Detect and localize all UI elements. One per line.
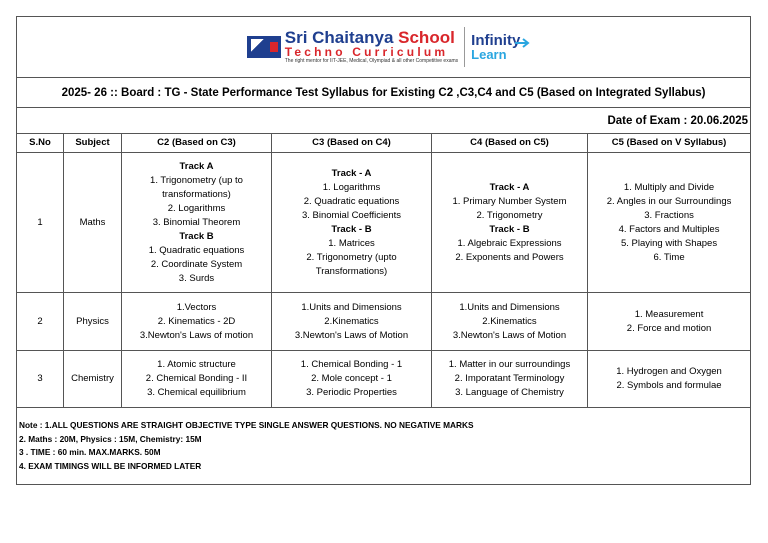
syllabus-topic: 1. Multiply and Divide bbox=[623, 181, 715, 193]
syllabus-topic: 3. Surds bbox=[178, 272, 215, 284]
syllabus-cell bbox=[272, 351, 432, 408]
syllabus-topic: 6. Time bbox=[653, 251, 685, 263]
syllabus-topic: 3.Newton's Laws of Motion bbox=[294, 329, 409, 341]
syllabus-cell bbox=[432, 351, 588, 408]
syllabus-topic: 2. Symbols and formulae bbox=[616, 380, 722, 391]
syllabus-cell bbox=[432, 153, 588, 293]
syllabus-topic: Transformations) bbox=[315, 265, 388, 277]
syllabus-topic: 2. Trigonometry (upto bbox=[306, 251, 397, 263]
note-line: Note : 1.ALL QUESTIONS ARE STRAIGHT OBJECTIVE TYPE SINGLE ANSWER QUESTIONS. NO NEGATIVE MARKS bbox=[19, 420, 474, 430]
logo-divider bbox=[464, 27, 465, 67]
column-header: S.No bbox=[17, 134, 64, 153]
syllabus-table bbox=[16, 16, 751, 485]
note-line: 3 . TIME : 60 min. MAX.MARKS. 50M bbox=[19, 447, 161, 457]
syllabus-topic: 1.Units and Dimensions bbox=[459, 301, 560, 313]
logo-row bbox=[17, 17, 751, 78]
syllabus-topic: 1. Algebraic Expressions bbox=[457, 237, 562, 249]
arrow-icon bbox=[514, 37, 532, 49]
syllabus-topic: 3. Chemical equilibrium bbox=[147, 387, 246, 398]
subject-name: Physics bbox=[64, 293, 122, 351]
serial-number: 3 bbox=[17, 351, 64, 408]
subject-name: Chemistry bbox=[64, 351, 122, 408]
syllabus-topic: 3. Language of Chemistry bbox=[455, 387, 564, 398]
syllabus-topic: 1. Matrices bbox=[328, 237, 375, 249]
track-heading: Track - B bbox=[331, 223, 372, 235]
logo-tagline: The right mentor for IIT-JEE, Medical, Olympiad & all other Competitive exams bbox=[284, 58, 459, 64]
syllabus-topic: 2. Trigonometry bbox=[476, 209, 543, 221]
syllabus-cell bbox=[122, 351, 272, 408]
syllabus-topic: 2.Kinematics bbox=[482, 315, 537, 327]
syllabus-topic: 1. Matter in our surroundings bbox=[448, 359, 571, 370]
syllabus-topic: 2. Coordinate System bbox=[150, 258, 243, 270]
table-row bbox=[17, 351, 751, 408]
column-header: C3 (Based on C4) bbox=[272, 134, 432, 153]
syllabus-topic: 1. Chemical Bonding - 1 bbox=[300, 359, 403, 370]
syllabus-topic: 1. Primary Number System bbox=[452, 195, 567, 207]
syllabus-sheet bbox=[16, 16, 750, 485]
syllabus-topic: 3. Binomial Coefficients bbox=[301, 209, 402, 221]
syllabus-topic: 1. Hydrogen and Oxygen bbox=[616, 366, 722, 377]
syllabus-topic: 1. Logarithms bbox=[322, 181, 381, 193]
notes-section bbox=[17, 408, 751, 485]
document-title: 2025- 26 :: Board : TG - State Performance Test Syllabus for Existing C2 ,C3,C4 and C5 (Based on Integrated Syllabus) bbox=[17, 78, 751, 108]
column-header: C2 (Based on C3) bbox=[122, 134, 272, 153]
syllabus-topic: 2. Angles in our Surroundings bbox=[606, 195, 732, 207]
syllabus-cell bbox=[272, 153, 432, 293]
techno-curriculum-text: Techno Curriculum bbox=[284, 45, 449, 59]
note-line: 2. Maths : 20M, Physics : 15M, Chemistry: 15M bbox=[19, 433, 202, 444]
syllabus-cell bbox=[272, 293, 432, 351]
syllabus-topic: 1. Atomic structure bbox=[157, 359, 236, 370]
syllabus-cell bbox=[588, 153, 751, 293]
syllabus-topic: 1.Units and Dimensions bbox=[301, 301, 402, 313]
subject-name: Maths bbox=[64, 153, 122, 293]
syllabus-topic: 3.Newton's Laws of motion bbox=[139, 329, 254, 341]
track-heading: Track A bbox=[179, 160, 214, 172]
syllabus-cell bbox=[122, 153, 272, 293]
syllabus-topic: 3. Periodic Properties bbox=[306, 387, 397, 398]
syllabus-topic: transformations) bbox=[162, 188, 231, 200]
table-row bbox=[17, 293, 751, 351]
infinity-learn-logo bbox=[471, 33, 520, 61]
serial-number: 2 bbox=[17, 293, 64, 351]
serial-number: 1 bbox=[17, 153, 64, 293]
school-name-part1: Sri Chaitanya bbox=[284, 28, 394, 47]
syllabus-topic: 5. Playing with Shapes bbox=[620, 237, 718, 249]
table-header-row bbox=[17, 134, 751, 153]
sri-chaitanya-emblem-icon bbox=[247, 36, 281, 58]
school-name-part2: School bbox=[398, 28, 455, 47]
column-header: C4 (Based on C5) bbox=[432, 134, 588, 153]
syllabus-cell bbox=[122, 293, 272, 351]
track-heading: Track - A bbox=[331, 167, 372, 179]
sri-chaitanya-logo bbox=[247, 29, 458, 65]
column-header: C5 (Based on V Syllabus) bbox=[588, 134, 751, 153]
syllabus-topic: 3.Newton's Laws of Motion bbox=[452, 329, 567, 341]
header-logos bbox=[17, 27, 750, 67]
infinity-text: Infinity bbox=[471, 32, 521, 49]
syllabus-topic: 2. Quadratic equations bbox=[303, 195, 400, 207]
learn-text: Learn bbox=[471, 47, 507, 62]
syllabus-topic: 1.Vectors bbox=[176, 301, 217, 313]
syllabus-topic: 2. Imporatant Terminology bbox=[454, 373, 565, 384]
syllabus-topic: 1. Measurement bbox=[634, 308, 704, 320]
syllabus-cell bbox=[432, 293, 588, 351]
syllabus-topic: 2. Logarithms bbox=[167, 202, 226, 214]
syllabus-topic: 2. Kinematics - 2D bbox=[157, 315, 236, 327]
table-row bbox=[17, 153, 751, 293]
syllabus-topic: 3. Fractions bbox=[644, 209, 694, 221]
syllabus-topic: 2. Exponents and Powers bbox=[455, 251, 564, 263]
exam-date: Date of Exam : 20.06.2025 bbox=[17, 108, 751, 134]
track-heading: Track B bbox=[179, 230, 214, 242]
syllabus-topic: 2. Mole concept - 1 bbox=[311, 373, 392, 384]
syllabus-cell bbox=[588, 351, 751, 408]
syllabus-topic: 2. Chemical Bonding - II bbox=[145, 373, 248, 384]
track-heading: Track - A bbox=[489, 181, 530, 193]
syllabus-topic: 4. Factors and Multiples bbox=[618, 223, 720, 235]
syllabus-topic: 2.Kinematics bbox=[324, 315, 379, 327]
column-header: Subject bbox=[64, 134, 122, 153]
track-heading: Track - B bbox=[489, 223, 530, 235]
syllabus-topic: 1. Quadratic equations bbox=[148, 244, 245, 256]
note-line: 4. EXAM TIMINGS WILL BE INFORMED LATER bbox=[19, 460, 202, 471]
syllabus-cell bbox=[588, 293, 751, 351]
syllabus-topic: 2. Force and motion bbox=[626, 322, 712, 334]
syllabus-topic: 3. Binomial Theorem bbox=[152, 216, 241, 228]
syllabus-topic: 1. Trigonometry (up to bbox=[150, 174, 243, 186]
